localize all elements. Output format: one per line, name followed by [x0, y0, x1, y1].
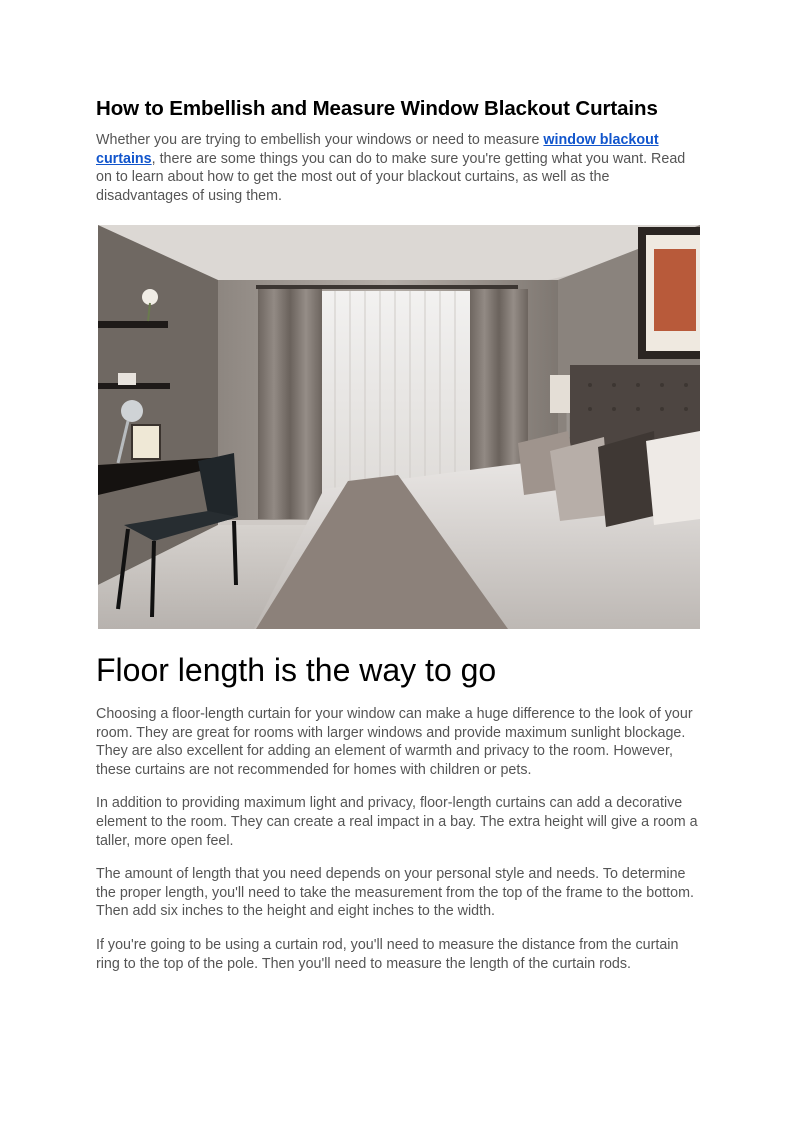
paragraph-3: The amount of length that you need depends on your personal style and needs. To determine the proper length, you'll need to take the measurement from the top of the frame to the bottom. Then add six inches to the height and eight inches to the width. [96, 866, 694, 920]
intro-paragraph [96, 131, 700, 205]
intro-text-before: Whether you are trying to embellish your windows or need to measure [96, 132, 544, 148]
paragraph-4: If you're going to be using a curtain rod, you'll need to measure the distance from the curtain ring to the top of the pole. Then you'll need to measure the length of the curtain rods. [96, 936, 679, 972]
section-heading: Floor length is the way to go [96, 652, 497, 688]
bedroom-illustration [98, 225, 700, 629]
window-blackout-curtains-link[interactable]: window blackout curtains [96, 132, 659, 167]
intro-text-after: , there are some things you can do to make sure you're getting what you want. Read on to learn about how to get the most out of your blackout curtains, as well as the disadvantages of using them. [96, 150, 686, 204]
paragraph-2: In addition to providing maximum light and privacy, floor-length curtains can add a decorative element to the room. They can create a real impact in a bay. The extra height will give a room a taller, more open feel. [96, 795, 698, 849]
section-body [96, 705, 700, 988]
article-title: How to Embellish and Measure Window Blackout Curtains [96, 97, 658, 120]
paragraph-1: Choosing a floor-length curtain for your window can make a huge difference to the look of your room. They are great for rooms with larger windows and provide maximum sunlight blockage. They are also excellent for adding an element of warmth and privacy to the room. However, these curtains are not recommended for homes with children or pets. [96, 706, 693, 778]
bedroom-photo [98, 225, 700, 629]
article-header [96, 95, 700, 205]
